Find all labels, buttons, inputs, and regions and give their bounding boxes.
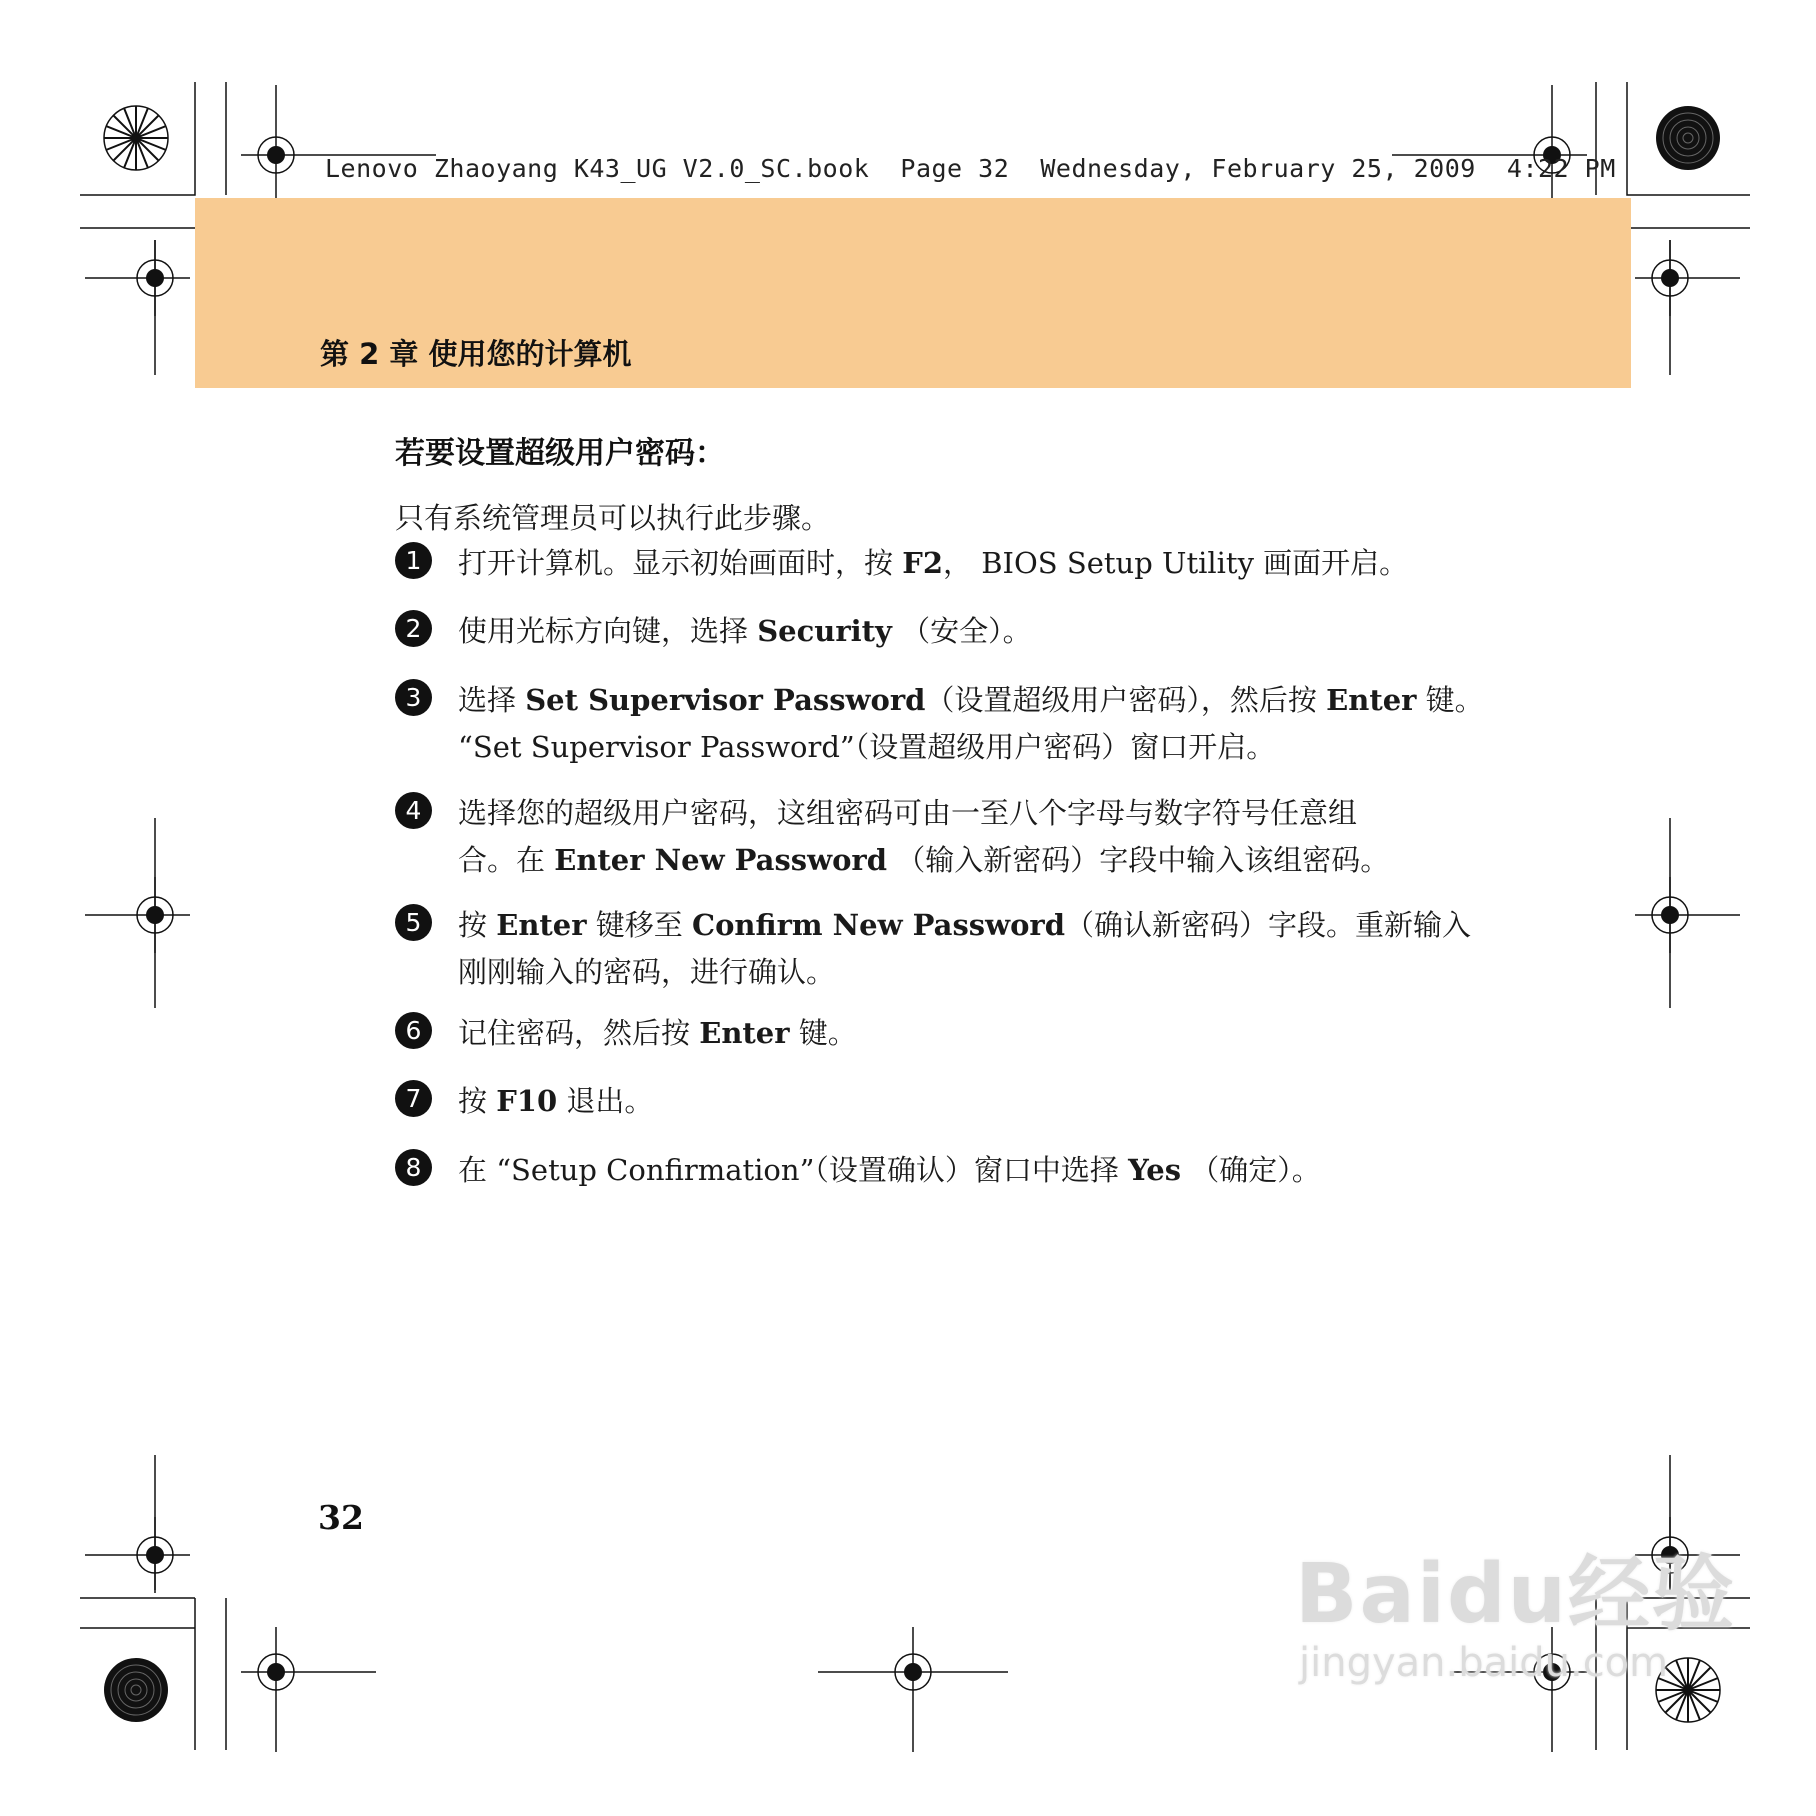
- step-number-badge: 7: [395, 1080, 432, 1117]
- step-text: 使用光标方向键，选择: [458, 614, 758, 648]
- step-text-line: [458, 1147, 1475, 1194]
- step-text-line: [458, 724, 1475, 771]
- step-text: ， BIOS Setup Utility 画面开启。: [943, 546, 1409, 580]
- step-number-badge: 6: [395, 1012, 432, 1049]
- step-item: [395, 1078, 1475, 1125]
- step-text-line: [458, 1078, 1475, 1125]
- step-keyword: Enter: [1326, 683, 1417, 717]
- step-number-badge: 1: [395, 542, 432, 579]
- page-number: 32: [318, 1498, 364, 1537]
- step-number-badge: 5: [395, 904, 432, 941]
- step-text-line: [458, 1010, 1475, 1057]
- chapter-title: 第 2 章 使用您的计算机: [320, 337, 632, 371]
- step-text: （输入新密码）字段中输入该组密码。: [886, 843, 1390, 877]
- step-keyword: Yes: [1128, 1153, 1182, 1187]
- step-keyword: F10: [496, 1084, 558, 1118]
- step-text: （确认新密码）字段。重新输入: [1065, 908, 1472, 942]
- step-text: 刚刚输入的密码，进行确认。: [458, 955, 836, 989]
- step-text: 键。: [789, 1016, 857, 1050]
- star-target-tr: [1656, 106, 1720, 170]
- step-number-badge: 2: [395, 610, 432, 647]
- step-keyword: Enter: [496, 908, 587, 942]
- step-keyword: Enter New Password: [554, 843, 887, 877]
- step-text: （安全）。: [891, 614, 1032, 648]
- step-text: 选择: [458, 683, 526, 717]
- step-text: （确定）。: [1181, 1153, 1321, 1187]
- watermark-site: jingyan.baidu.com: [1299, 1640, 1669, 1686]
- step-item: [395, 1147, 1475, 1194]
- step-text: 键。: [1416, 683, 1484, 717]
- step-item: [395, 677, 1484, 771]
- step-item: [395, 902, 1475, 996]
- step-item: [395, 608, 1475, 655]
- step-text: 按: [458, 908, 497, 942]
- step-text-line: [458, 677, 1484, 724]
- section-title: 若要设置超级用户密码：: [395, 436, 725, 471]
- step-number-badge: 8: [395, 1149, 432, 1186]
- step-text: 在 “Setup Confirmation”（设置确认）窗口中选择: [458, 1153, 1129, 1187]
- step-item: [395, 1010, 1475, 1057]
- step-keyword: F2: [902, 546, 944, 580]
- step-text-line: [458, 902, 1475, 949]
- step-text: 合。在: [458, 843, 555, 877]
- watermark-brand: Baidu经验: [1295, 1547, 1737, 1642]
- watermark: [1295, 1547, 1737, 1686]
- step-text: “Set Supervisor Password”（设置超级用户密码）窗口开启。: [458, 730, 1276, 764]
- step-keyword: Set Supervisor Password: [525, 683, 926, 717]
- step-text: 记住密码，然后按: [458, 1016, 700, 1050]
- step-item: [395, 790, 1475, 884]
- star-target-bl: [104, 1658, 168, 1722]
- step-text: （设置超级用户密码），然后按: [925, 683, 1327, 717]
- step-text: 按: [458, 1084, 497, 1118]
- book-header-line: Lenovo Zhaoyang K43_UG V2.0_SC.book Page 32 Wednesday, February 25, 2009 4:22 PM: [325, 154, 1616, 183]
- step-text: 选择您的超级用户密码，这组密码可由一至八个字母与数字符号任意组: [458, 796, 1358, 830]
- step-text-line: [458, 540, 1475, 587]
- step-keyword: Confirm New Password: [691, 908, 1065, 942]
- step-text-line: [458, 608, 1475, 655]
- step-text-line: [458, 949, 1475, 996]
- step-keyword: Security: [757, 614, 892, 648]
- step-keyword: Enter: [699, 1016, 790, 1050]
- step-number-badge: 3: [395, 679, 432, 716]
- step-text: 打开计算机。显示初始画面时，按: [458, 546, 903, 580]
- step-text-line: [458, 837, 1475, 884]
- step-number-badge: 4: [395, 792, 432, 829]
- step-text: 退出。: [557, 1084, 654, 1118]
- chapter-band: [195, 198, 1631, 388]
- step-item: [395, 540, 1475, 587]
- intro-text: 只有系统管理员可以执行此步骤。: [395, 501, 831, 535]
- step-text: 键移至: [586, 908, 692, 942]
- star-target-tl: [104, 106, 168, 170]
- step-text-line: [458, 790, 1475, 837]
